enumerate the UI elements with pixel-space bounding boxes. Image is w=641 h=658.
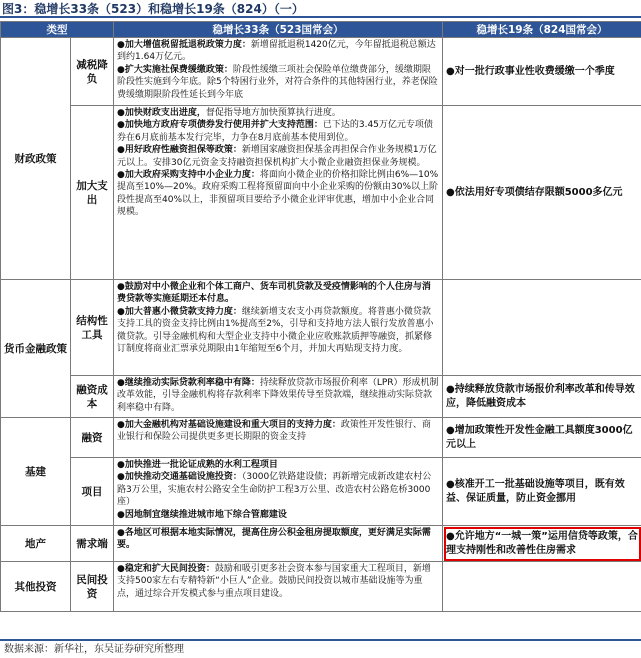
- list-item: ●加大普惠小微贷款支持力度：继续新增支农支小再贷款额度。将普惠小微贷款支持工具的资金支持比例由1%提高至2%，引导和支持地方法人银行发放普惠小微贷款。引导金融机构和大型企业支持中小微企业应收账款质押等融资，抓紧修订制度将商业汇票承兑期限由1年缩短至6个月，并加大再贴现支持力度。: [117, 306, 434, 355]
- measures-523: [114, 458, 443, 526]
- measures-824: ●核准开工一批基础设施等项目，既有效益、保证质量，防止资金挪用: [443, 458, 641, 526]
- policy-comparison-table: [0, 21, 641, 612]
- subcategory: 需求端: [71, 526, 114, 562]
- subcategory: 结构性工具: [71, 280, 114, 376]
- table-row: [1, 280, 641, 376]
- list-item: ●加大政府采购支持中小企业力度：将面向小微企业的价格扣除比例由6%—10%提高至10%—20%。政府采购工程将预留面向中小企业采购的份额由30%以上阶段性提高至40%以上，非预留项目要给予小微企业评审优惠，增加中小企业合同规模。: [117, 170, 439, 218]
- list-item: ●加大金融机构对基础设施建设和重大项目的支持力度：政策性开发性银行、商业银行和保险公司提供更多更长期限的资金支持: [117, 420, 431, 443]
- measures-824: ●对一批行政事业性收费缓缴一个季度: [443, 38, 641, 106]
- measures-824-highlighted: ●允许地方“一城一策”运用信贷等政策，合理支持刚性和改善性住房需求: [443, 526, 641, 562]
- list-item: ●继续推动实际贷款利率稳中有降：持续释放贷款市场报价利率（LPR）形成机制改革效能，引导金融机构将存款利率下降效果传导至贷款端，继续推动实际贷款利率稳中有降。: [117, 378, 439, 413]
- list-item: ●扩大实施社保费缓缴政策：阶段性缓缴三项社会保险单位缴费部分，缓缴期限阶段性实施到今年底。除5个特困行业外，对符合条件的其他特困行业，养老保险费缓缴期限阶段性延长到今年底: [117, 64, 438, 100]
- table-row: [1, 526, 641, 562]
- list-item: ●因地制宜继续推进城市地下综合管廊建设: [117, 509, 287, 520]
- subcategory: 融资成本: [71, 376, 114, 418]
- list-item: ●加快地方政府专项债券发行使用并扩大支持范围：已下达的3.45万亿元专项债券在6月底前基本发行完毕，力争在8月底前基本使用到位。: [117, 120, 433, 143]
- measures-523: [114, 376, 443, 418]
- measures-824: [443, 280, 641, 376]
- table-row: [1, 418, 641, 458]
- measures-824: ●持续释放贷款市场报价利率改革和传导效应，降低融资成本: [443, 376, 641, 418]
- measures-523: [114, 38, 443, 106]
- subcategory: 减税降负: [71, 38, 114, 106]
- table-row: [1, 38, 641, 106]
- measures-824: [443, 562, 641, 612]
- category-fiscal: 财政政策: [1, 38, 71, 280]
- table-row: [1, 376, 641, 418]
- category-infrastructure: 基建: [1, 418, 71, 526]
- subcategory: 融资: [71, 418, 114, 458]
- list-item: ●用好政府性融资担保等政策：新增国家融资担保基金再担保合作业务规模1万亿元以上。安排30亿元资金支持融资担保机构扩大小微企业融资担保业务规模。: [117, 145, 437, 168]
- measures-523: [114, 562, 443, 612]
- table-header-row: [1, 22, 641, 38]
- source-note: 数据来源：新华社，东吴证券研究所整理: [4, 644, 184, 655]
- category-real-estate: 地产: [1, 526, 71, 562]
- header-824: 稳增长19条（824国常会）: [443, 22, 641, 38]
- measures-523: [114, 418, 443, 458]
- table-row: [1, 458, 641, 526]
- list-item: ●加快推进一批论证成熟的水利工程项目: [117, 460, 278, 470]
- list-item: ●稳定和扩大民间投资：鼓励和吸引更多社会资本参与国家重大工程项目，新增支持500家左右专精特新“小巨人”企业。鼓励民间投资以城市基础设施等为重点，通过综合开发模式参与重点项目建设。: [117, 564, 431, 599]
- measures-523: [114, 526, 443, 562]
- subcategory: 项目: [71, 458, 114, 526]
- list-item: ●加大增值税留抵退税政策力度：新增留抵退税1420亿元，今年留抵退税总额达到约1.64万亿元。: [117, 40, 436, 63]
- page-title: 图3：稳增长33条（523）和稳增长19条（824）（一）: [0, 0, 641, 18]
- category-monetary: 货币金融政策: [1, 280, 71, 418]
- list-item: ●各地区可根据本地实际情况，提高住房公积金租房提取额度，更好满足实际需要。: [117, 528, 431, 551]
- subcategory: 加大支出: [71, 106, 114, 280]
- list-item: ●加快财政支出进度，督促指导地方加快预算执行进度。: [117, 108, 341, 118]
- bottom-rule: [0, 639, 641, 641]
- measures-824: ●增加政策性开发性金融工具额度3000亿元以上: [443, 418, 641, 458]
- list-item: ●加快推动交通基础设施投资：（3000亿铁路建设债；再新增完成新改建农村公路3万公里，实施农村公路安全生命防护工程3万公里、改造农村公路危桥3000座）: [117, 472, 432, 508]
- category-other-investment: 其他投资: [1, 562, 71, 612]
- header-523: 稳增长33条（523国常会）: [114, 22, 443, 38]
- subcategory: 民间投资: [71, 562, 114, 612]
- header-type: 类型: [1, 22, 114, 38]
- table-row: [1, 106, 641, 280]
- list-item: ●鼓励对中小微企业和个体工商户、货车司机贷款及受疫情影响的个人住房与消费贷款等实施延期还本付息。: [117, 282, 431, 305]
- measures-523: [114, 106, 443, 280]
- measures-824: ●依法用好专项债结存限额5000多亿元: [443, 106, 641, 280]
- measures-523: [114, 280, 443, 376]
- table-row: [1, 562, 641, 612]
